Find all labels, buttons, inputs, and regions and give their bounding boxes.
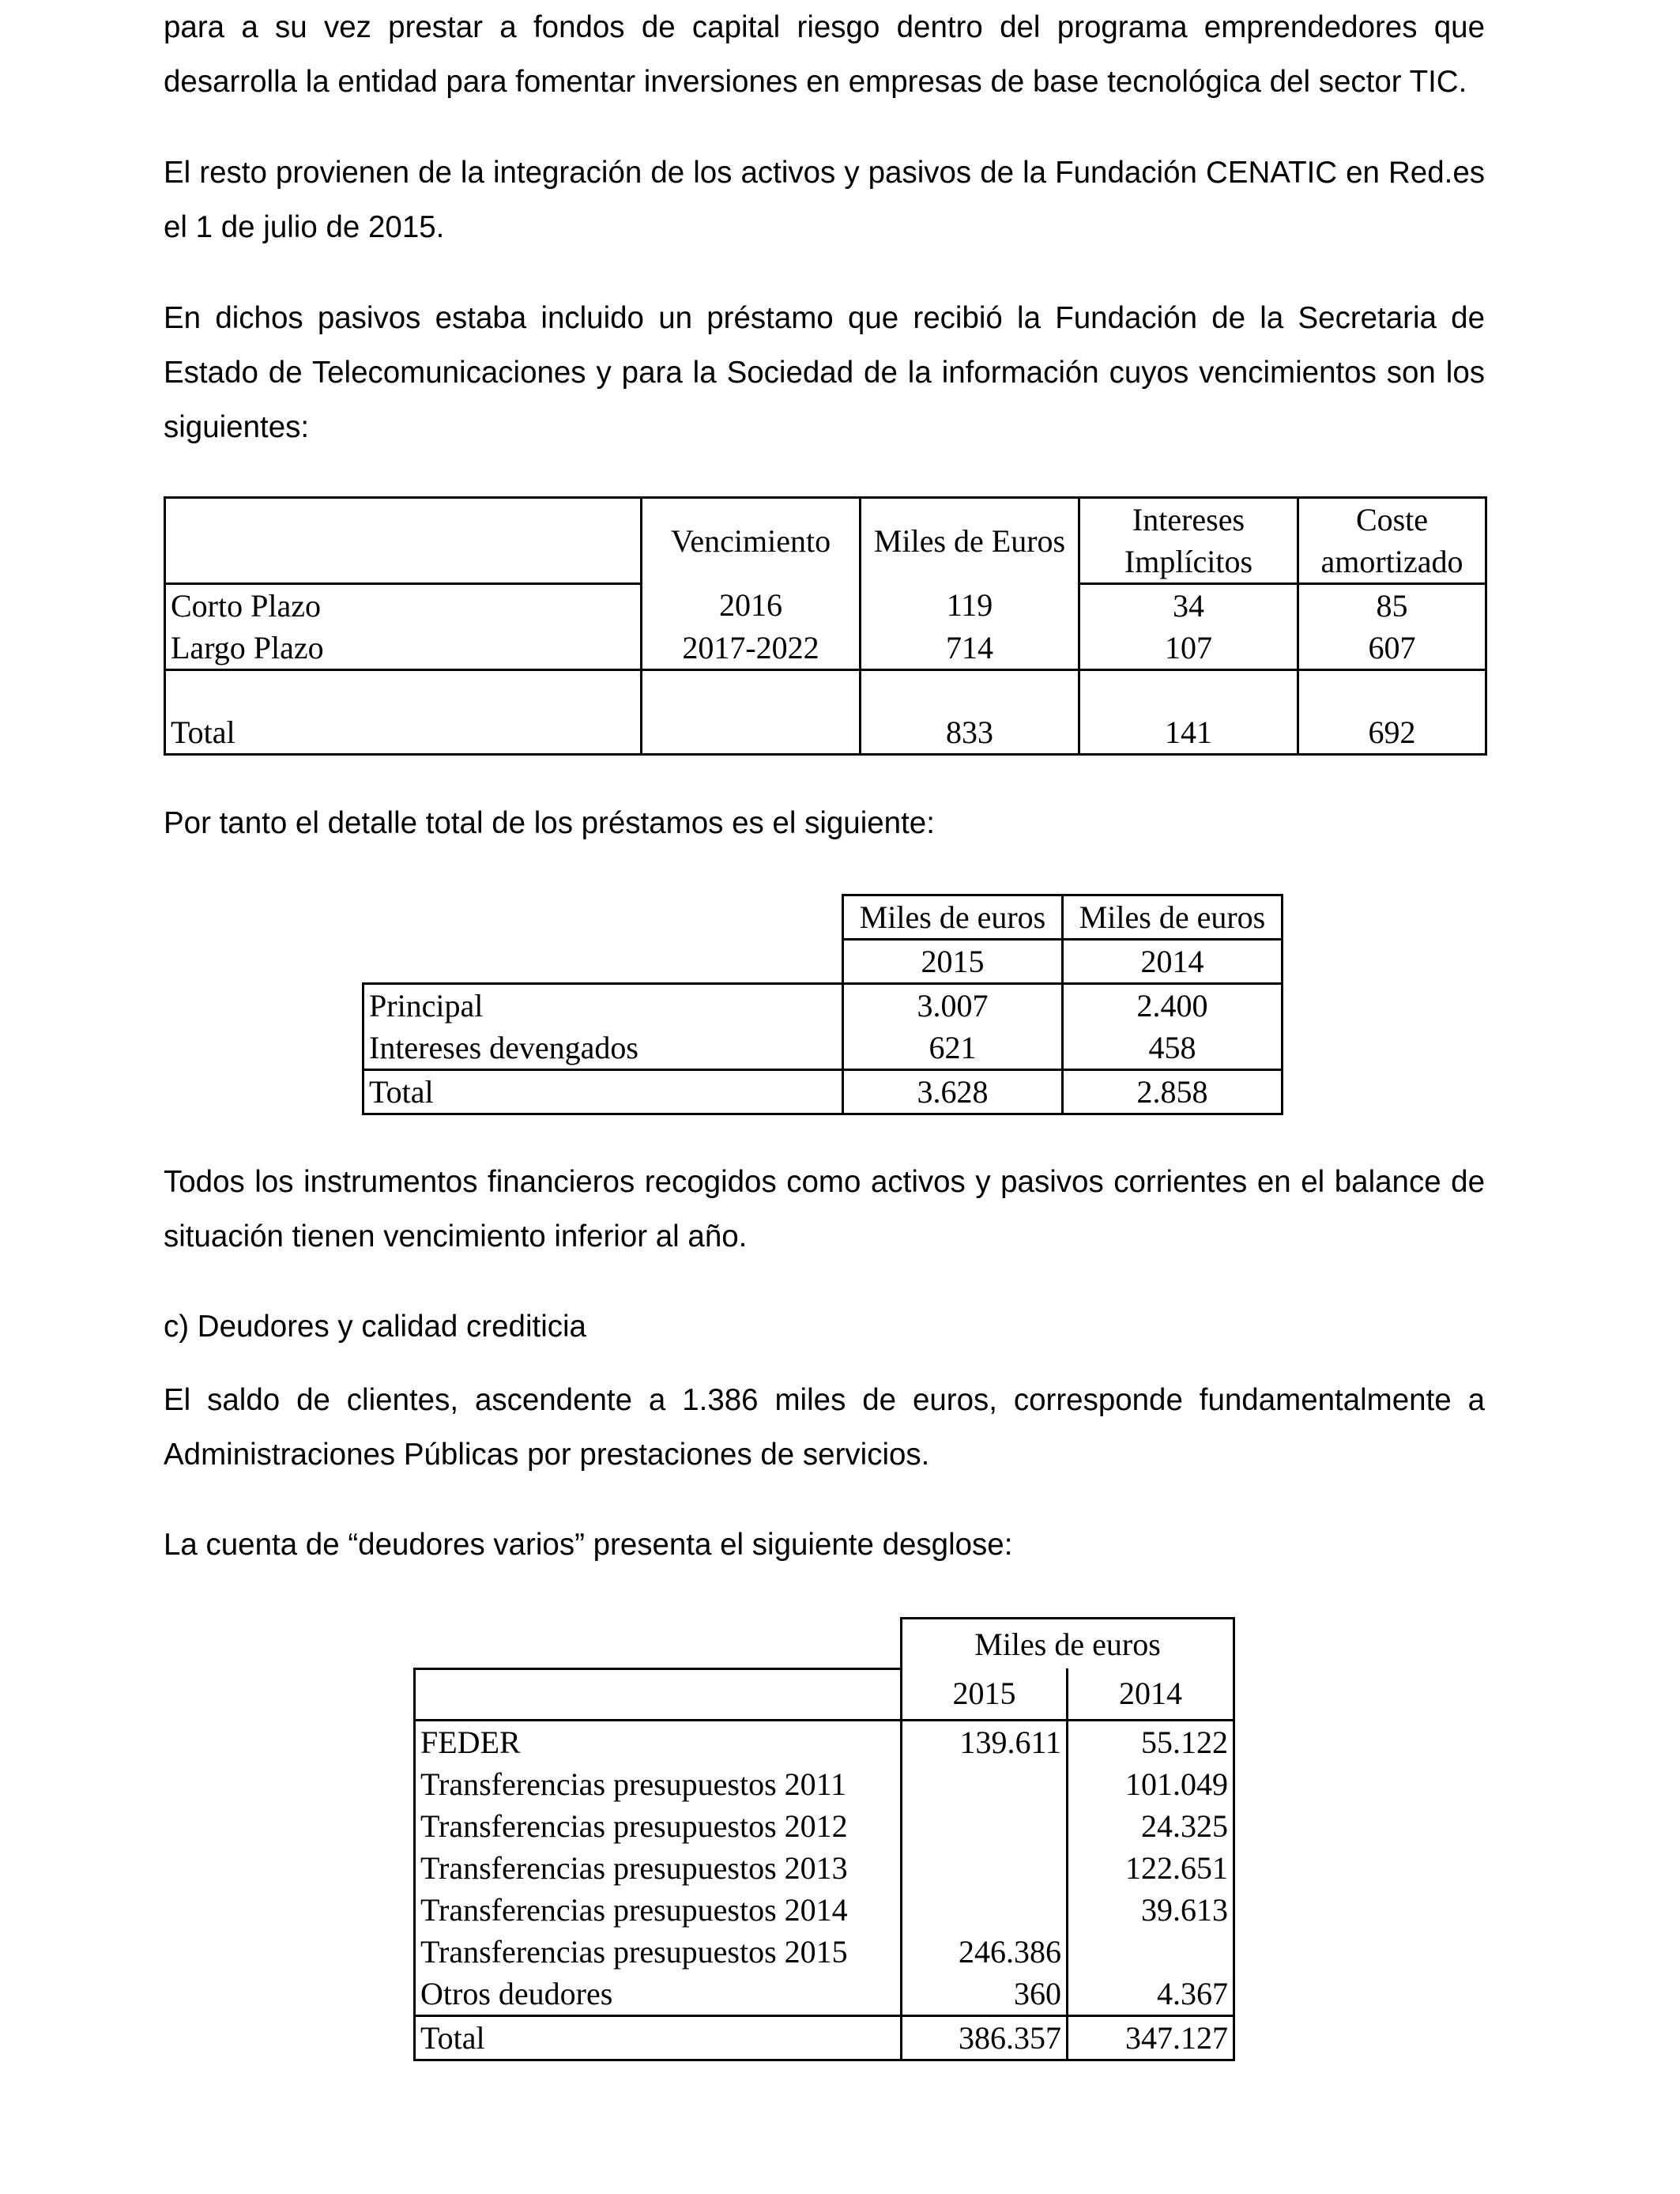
cell-2015: 386.357 <box>902 2015 1068 2060</box>
row-label: Total <box>415 2015 902 2060</box>
cell-vencimiento: 2016 <box>642 584 861 628</box>
cell-2014: 4.367 <box>1068 1973 1234 2016</box>
cell-intereses: 107 <box>1079 627 1298 670</box>
cell-vencimiento: 2017-2022 <box>642 627 861 670</box>
table-header-row <box>363 940 1283 984</box>
table-header-row <box>363 895 1283 940</box>
row-label: Transferencias presupuestos 2015 <box>415 1931 902 1973</box>
table-total-row <box>165 670 1486 755</box>
header-miles-euros: Miles de euros <box>902 1619 1234 1669</box>
table-row <box>415 1973 1234 2016</box>
paragraph-detalle: Por tanto el detalle total de los préstamos es el siguiente: <box>164 806 935 840</box>
table-row <box>165 584 1486 628</box>
table-row <box>415 1805 1234 1847</box>
row-label: Transferencias presupuestos 2012 <box>415 1805 902 1847</box>
row-label: Intereses devengados <box>363 1027 843 1070</box>
row-label: Transferencias presupuestos 2011 <box>415 1763 902 1805</box>
cell-2015: 3.628 <box>843 1070 1063 1114</box>
cell-intereses: 141 <box>1079 670 1298 755</box>
row-label: FEDER <box>415 1720 902 1763</box>
header-year: 2015 <box>902 1668 1068 1720</box>
cell-miles: 833 <box>861 670 1079 755</box>
cell-2015: 139.611 <box>902 1720 1068 1763</box>
cell-intereses: 34 <box>1079 584 1298 628</box>
header-miles-euros: Miles de Euros <box>861 498 1079 584</box>
header-year: 2014 <box>1063 940 1283 984</box>
cell-2014: 2.400 <box>1063 984 1283 1027</box>
cell-2014: 347.127 <box>1068 2015 1234 2060</box>
cell-2014: 101.049 <box>1068 1763 1234 1805</box>
cell-2014: 55.122 <box>1068 1720 1234 1763</box>
header-coste: Coste <box>1298 498 1486 541</box>
paragraph-clientes: El saldo de clientes, ascendente a 1.386 miles de euros, corresponde fundamentalmente a Administraciones Públicas por prestaciones de servicios. <box>164 1383 1485 1472</box>
paragraph-instrumentos: Todos los instrumentos financieros recogidos como activos y pasivos corrientes en el balance de situación tienen vencimiento inferior al año. <box>164 1165 1485 1253</box>
cell-2015: 621 <box>843 1027 1063 1070</box>
paragraph-line: para a su vez prestar a fondos de capital riesgo dentro del programa emprendedores que <box>164 10 1485 44</box>
table-total-row <box>363 1070 1283 1114</box>
paragraph-line: desarrolla la entidad para fomentar inversiones en empresas de base tecnológica del sector TIC. <box>164 65 1467 99</box>
row-label: Total <box>363 1070 843 1114</box>
cell-2015: 246.386 <box>902 1931 1068 1973</box>
deudores-table <box>413 1617 1235 2061</box>
header-intereses: Intereses <box>1079 498 1298 541</box>
cell-2015: 3.007 <box>843 984 1063 1027</box>
cell-coste: 692 <box>1298 670 1486 755</box>
table-row <box>415 1720 1234 1763</box>
header-miles-euros: Miles de euros <box>1063 895 1283 940</box>
cell-2014: 2.858 <box>1063 1070 1283 1114</box>
table-header-row <box>415 1668 1234 1720</box>
header-year: 2015 <box>843 940 1063 984</box>
paragraph-pasivos: En dichos pasivos estaba incluido un préstamo que recibió la Fundación de la Secretaria de Estado de Telecomunicaciones y para la Sociedad de la información cuyos vencimientos son los siguientes: <box>164 301 1485 444</box>
table-row <box>415 1931 1234 1973</box>
paragraph-cenatic: El resto provienen de la integración de los activos y pasivos de la Fundación CENATIC en Red.es el 1 de julio de 2015. <box>164 156 1485 244</box>
cell-2015 <box>902 1805 1068 1847</box>
row-label: Principal <box>363 984 843 1027</box>
table-row <box>363 984 1283 1027</box>
table-row <box>165 627 1486 670</box>
row-label: Largo Plazo <box>165 627 642 670</box>
header-miles-euros: Miles de euros <box>843 895 1063 940</box>
cell-coste: 607 <box>1298 627 1486 670</box>
cell-2014: 122.651 <box>1068 1847 1234 1889</box>
header-vencimiento: Vencimiento <box>642 498 861 584</box>
row-label: Corto Plazo <box>165 584 642 628</box>
vencimientos-table <box>164 496 1487 756</box>
cell-2015: 360 <box>902 1973 1068 2016</box>
cell-2015 <box>902 1847 1068 1889</box>
table-header-row <box>415 1619 1234 1669</box>
cell-coste: 85 <box>1298 584 1486 628</box>
header-implicitos: Implícitos <box>1079 541 1298 584</box>
table-row <box>415 1847 1234 1889</box>
header-amortizado: amortizado <box>1298 541 1486 584</box>
cell-miles: 714 <box>861 627 1079 670</box>
table-header-row <box>165 498 1486 541</box>
row-label: Total <box>165 670 642 755</box>
cell-2015 <box>902 1763 1068 1805</box>
cell-2014: 39.613 <box>1068 1889 1234 1931</box>
cell-2014: 24.325 <box>1068 1805 1234 1847</box>
row-label: Otros deudores <box>415 1973 902 2016</box>
header-year: 2014 <box>1068 1668 1234 1720</box>
row-label: Transferencias presupuestos 2013 <box>415 1847 902 1889</box>
cell-2014: 458 <box>1063 1027 1283 1070</box>
section-heading: c) Deudores y calidad crediticia <box>164 1310 586 1344</box>
prestamos-table <box>362 894 1283 1115</box>
cell-2014 <box>1068 1931 1234 1973</box>
row-label: Transferencias presupuestos 2014 <box>415 1889 902 1931</box>
cell-2015 <box>902 1889 1068 1931</box>
cell-miles: 119 <box>861 584 1079 628</box>
table-row <box>415 1889 1234 1931</box>
paragraph-deudores: La cuenta de “deudores varios” presenta el siguiente desglose: <box>164 1528 1013 1562</box>
table-row <box>415 1763 1234 1805</box>
table-row <box>363 1027 1283 1070</box>
table-total-row <box>415 2015 1234 2060</box>
